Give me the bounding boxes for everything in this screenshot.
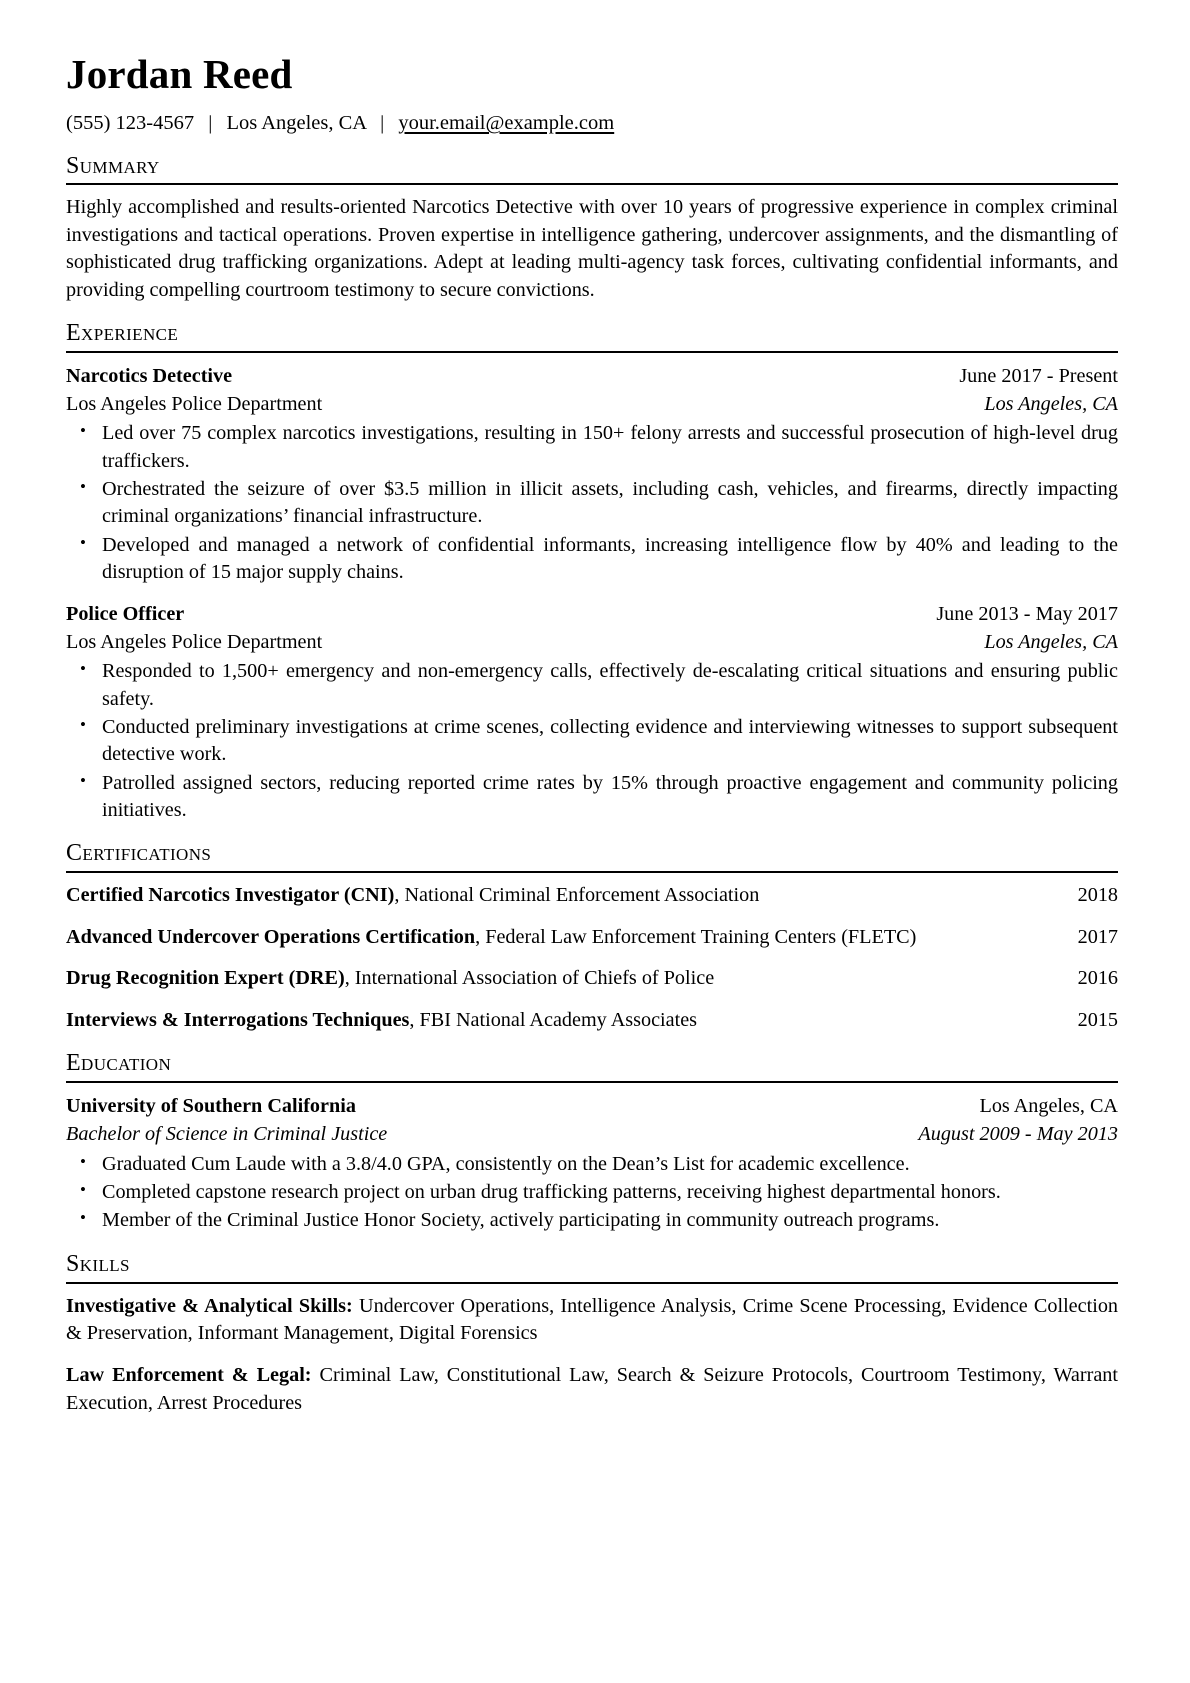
education-bullet: • Member of the Criminal Justice Honor Society, actively participating in community outreach programs. — [100, 1207, 1118, 1234]
contact-phone: (555) 123-4567 — [66, 111, 195, 134]
degree-dates: August 2009 - May 2013 — [918, 1123, 1118, 1146]
certification-year: 2016 — [1077, 967, 1118, 990]
certification-item — [66, 1007, 1118, 1034]
section-title-skills: Skills — [66, 1250, 130, 1277]
job-title: Police Officer — [66, 602, 185, 625]
experience-title-row — [66, 362, 1118, 390]
contact-location: Los Angeles, CA — [226, 111, 366, 134]
section-title-summary: Summary — [66, 152, 160, 179]
education-school-row — [66, 1092, 1118, 1120]
certification-item — [66, 924, 1118, 951]
section-rule-education — [66, 1081, 1118, 1083]
section-skills — [66, 1251, 1118, 1418]
skill-group — [66, 1362, 1118, 1417]
certification-name: Drug Recognition Expert (DRE) — [66, 967, 345, 990]
certification-item — [66, 882, 1118, 909]
certification-org: , Federal Law Enforcement Training Centers (FLETC) — [475, 925, 917, 948]
section-summary — [66, 153, 1118, 304]
experience-entry — [66, 600, 1118, 825]
section-rule-summary — [66, 183, 1118, 185]
section-experience — [66, 320, 1118, 825]
job-bullet-list — [66, 420, 1118, 586]
contact-separator-1: | — [208, 111, 213, 134]
section-certifications — [66, 840, 1118, 1034]
section-rule-certifications — [66, 871, 1118, 873]
job-organization: Los Angeles Police Department — [66, 630, 323, 653]
section-education — [66, 1050, 1118, 1235]
experience-org-row — [66, 628, 1118, 656]
job-bullet: • Conducted preliminary investigations at crime scenes, collecting evidence and interviewing witnesses to support subsequent detective work. — [100, 714, 1118, 769]
education-bullet: • Graduated Cum Laude with a 3.8/4.0 GPA, consistently on the Dean’s List for academic excellence. — [100, 1151, 1118, 1178]
job-organization: Los Angeles Police Department — [66, 393, 323, 416]
education-bullet-list — [66, 1151, 1118, 1235]
section-rule-experience — [66, 351, 1118, 353]
skill-category: Law Enforcement & Legal: — [66, 1363, 312, 1386]
job-location: Los Angeles, CA — [984, 630, 1118, 653]
skill-category: Investigative & Analytical Skills: — [66, 1294, 353, 1317]
skill-list: Criminal Law, Constitutional Law, Search & Seizure Protocols, Courtroom Testimony, Warrant Execution, Arrest Procedures — [66, 1363, 1118, 1414]
certification-org: , International Association of Chiefs of Police — [344, 967, 715, 990]
school-location: Los Angeles, CA — [979, 1095, 1118, 1118]
job-bullet: • Developed and managed a network of confidential informants, increasing intelligence flow by 40% and leading to the disruption of 15 major supply chains. — [100, 532, 1118, 587]
certification-org: , FBI National Academy Associates — [409, 1008, 698, 1031]
job-bullet: • Led over 75 complex narcotics investigations, resulting in 150+ felony arrests and successful prosecution of high-level drug traffickers. — [100, 420, 1118, 475]
certification-name: Advanced Undercover Operations Certification — [66, 925, 476, 948]
job-bullet: • Orchestrated the seizure of over $3.5 million in illicit assets, including cash, vehicles, and firearms, directly impacting criminal organizations’ financial infrastructure. — [100, 476, 1118, 531]
section-rule-skills — [66, 1282, 1118, 1284]
skill-group — [66, 1293, 1118, 1348]
certification-year: 2017 — [1077, 925, 1118, 948]
job-location: Los Angeles, CA — [984, 393, 1118, 416]
skill-list: Undercover Operations, Intelligence Analysis, Crime Scene Processing, Evidence Collection & Preservation, Informant Management, Digital Forensics — [66, 1294, 1119, 1345]
education-bullet: • Completed capstone research project on urban drug trafficking patterns, receiving highest departmental honors. — [100, 1179, 1118, 1206]
section-title-education: Education — [66, 1050, 172, 1077]
job-dates: June 2017 - Present — [959, 364, 1118, 387]
certification-org: , National Criminal Enforcement Association — [394, 884, 760, 907]
job-dates: June 2013 - May 2017 — [936, 602, 1118, 625]
school-name: University of Southern California — [66, 1095, 356, 1118]
experience-title-row — [66, 600, 1118, 628]
contact-separator-2: | — [380, 111, 385, 134]
section-title-experience: Experience — [66, 319, 179, 346]
job-title: Narcotics Detective — [66, 364, 233, 387]
candidate-name: Jordan Reed — [66, 51, 293, 97]
certification-item — [66, 965, 1118, 992]
job-bullet-list — [66, 658, 1118, 824]
degree-name: Bachelor of Science in Criminal Justice — [66, 1123, 388, 1146]
summary-text: Highly accomplished and results-oriented Narcotics Detective with over 10 years of progressive experience in complex criminal investigations and tactical operations. Proven expertise in intelligence gathering, undercover assignments, and the dismantling of sophisticated drug trafficking organizations. Adept at leading multi-agency task forces, cultivating confidential informants, and providing compelling courtroom testimony to secure convictions. — [66, 196, 1118, 301]
resume-header — [66, 52, 1118, 137]
education-entry — [66, 1092, 1118, 1235]
contact-line — [66, 111, 1118, 137]
section-title-certifications: Certifications — [66, 840, 212, 867]
job-bullet: • Responded to 1,500+ emergency and non-emergency calls, effectively de-escalating critical situations and ensuring public safety. — [100, 658, 1118, 713]
job-bullet: • Patrolled assigned sectors, reducing reported crime rates by 15% through proactive engagement and community policing initiatives. — [100, 770, 1118, 825]
education-degree-row — [66, 1120, 1118, 1148]
certification-year: 2018 — [1077, 884, 1118, 907]
certification-year: 2015 — [1077, 1008, 1118, 1031]
certification-name: Certified Narcotics Investigator (CNI) — [66, 884, 395, 907]
certification-name: Interviews & Interrogations Techniques — [66, 1008, 410, 1031]
experience-org-row — [66, 390, 1118, 418]
contact-email-link[interactable]: your.email@example.com — [398, 111, 615, 134]
experience-entry — [66, 362, 1118, 587]
